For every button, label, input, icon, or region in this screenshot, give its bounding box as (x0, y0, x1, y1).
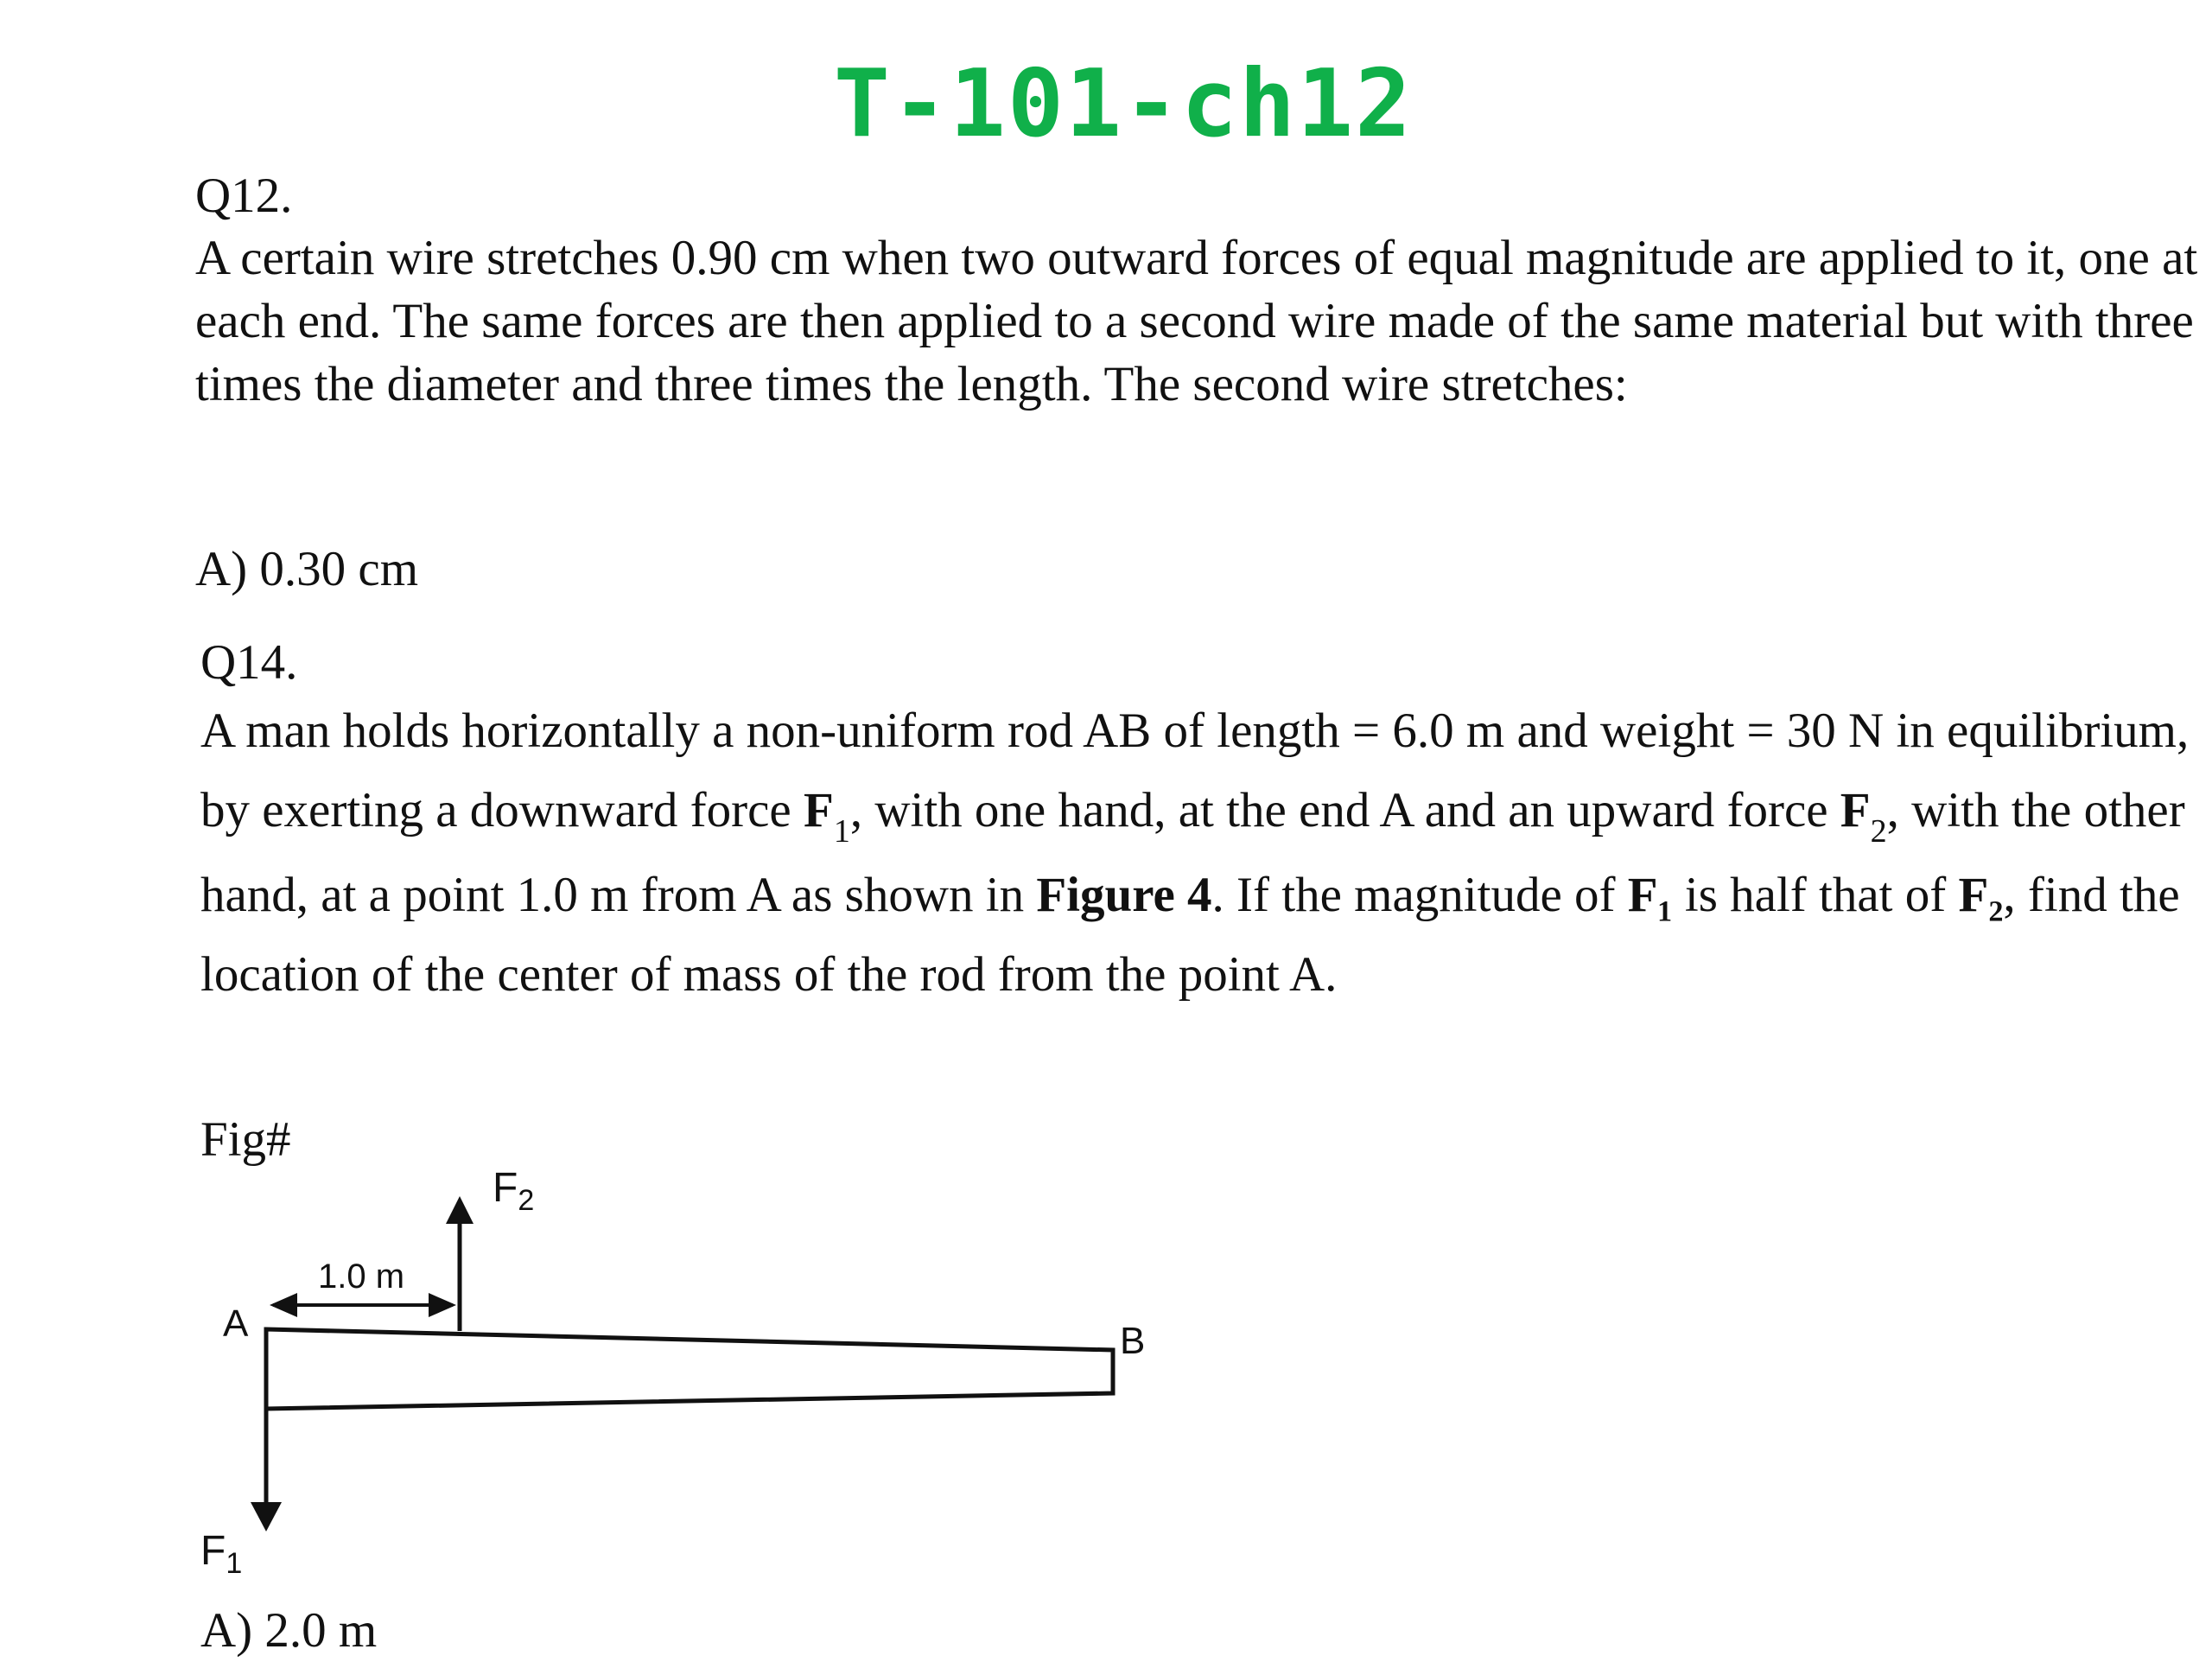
q14-answer: A) 2.0 m (200, 1603, 378, 1658)
rod-figure-diagram (190, 1158, 1227, 1590)
f1-arrowhead (251, 1502, 282, 1531)
figure-label: Fig# (200, 1112, 291, 1167)
point-b-label: B (1120, 1320, 1146, 1362)
q14-text-part-5: is half that of (1672, 868, 1959, 922)
f1-symbol: F (803, 783, 834, 837)
f2-subscript: 2 (1870, 813, 1887, 850)
q12-label: Q12. (195, 169, 293, 223)
f1-bold-inline: F₁ (1627, 868, 1673, 922)
q14-text-part-6: , find the location of the center of mass of the rod from the point A. (200, 868, 2180, 1002)
q14-text-part-4: . If the magnitude of (1211, 868, 1628, 922)
distance-label: 1.0 m (318, 1258, 405, 1296)
f1-label-subscript: 1 (226, 1547, 243, 1580)
f1-label-letter: F (200, 1528, 226, 1574)
point-a-label: A (223, 1302, 249, 1345)
f1-subscript: 1 (833, 813, 850, 850)
q12-answer: A) 0.30 cm (195, 542, 419, 596)
f2-symbol: F (1840, 783, 1871, 837)
q14-question-text (200, 691, 2205, 1015)
f2-arrowhead (446, 1196, 474, 1224)
q14-text-part-2: , with one hand, at the end A and an upward force (849, 783, 1840, 837)
f2-label-subscript: 2 (518, 1184, 535, 1217)
q12-question-text: A certain wire stretches 0.90 cm when two outward forces of equal magnitude are applied to it, one at each end. The same forces are then applied to a second wire made of the same material but with three times the diameter and three times the length. The second wire stretches: (195, 231, 2198, 411)
f2-label (493, 1165, 534, 1217)
rod-ab-shape (266, 1329, 1113, 1409)
f2-label-letter: F (493, 1165, 518, 1211)
f2-bold-inline: F₂ (1958, 868, 2004, 922)
distance-arrow-left-head (270, 1293, 297, 1317)
distance-arrow-right-head (429, 1293, 456, 1317)
q14-label: Q14. (200, 635, 298, 690)
figure-reference: Figure 4 (1036, 868, 1212, 922)
f1-label (200, 1528, 242, 1580)
q14-text-part-1: A man holds horizontally a non-uniform rod AB of length = 6.0 m and weight = 30 N in equilibrium, by exerting a downward force (200, 704, 2190, 837)
page-title: T-101-ch12 (833, 50, 1414, 158)
q14-text-part-3: , with the other hand, at a point 1.0 m from A as shown in (200, 783, 2185, 922)
